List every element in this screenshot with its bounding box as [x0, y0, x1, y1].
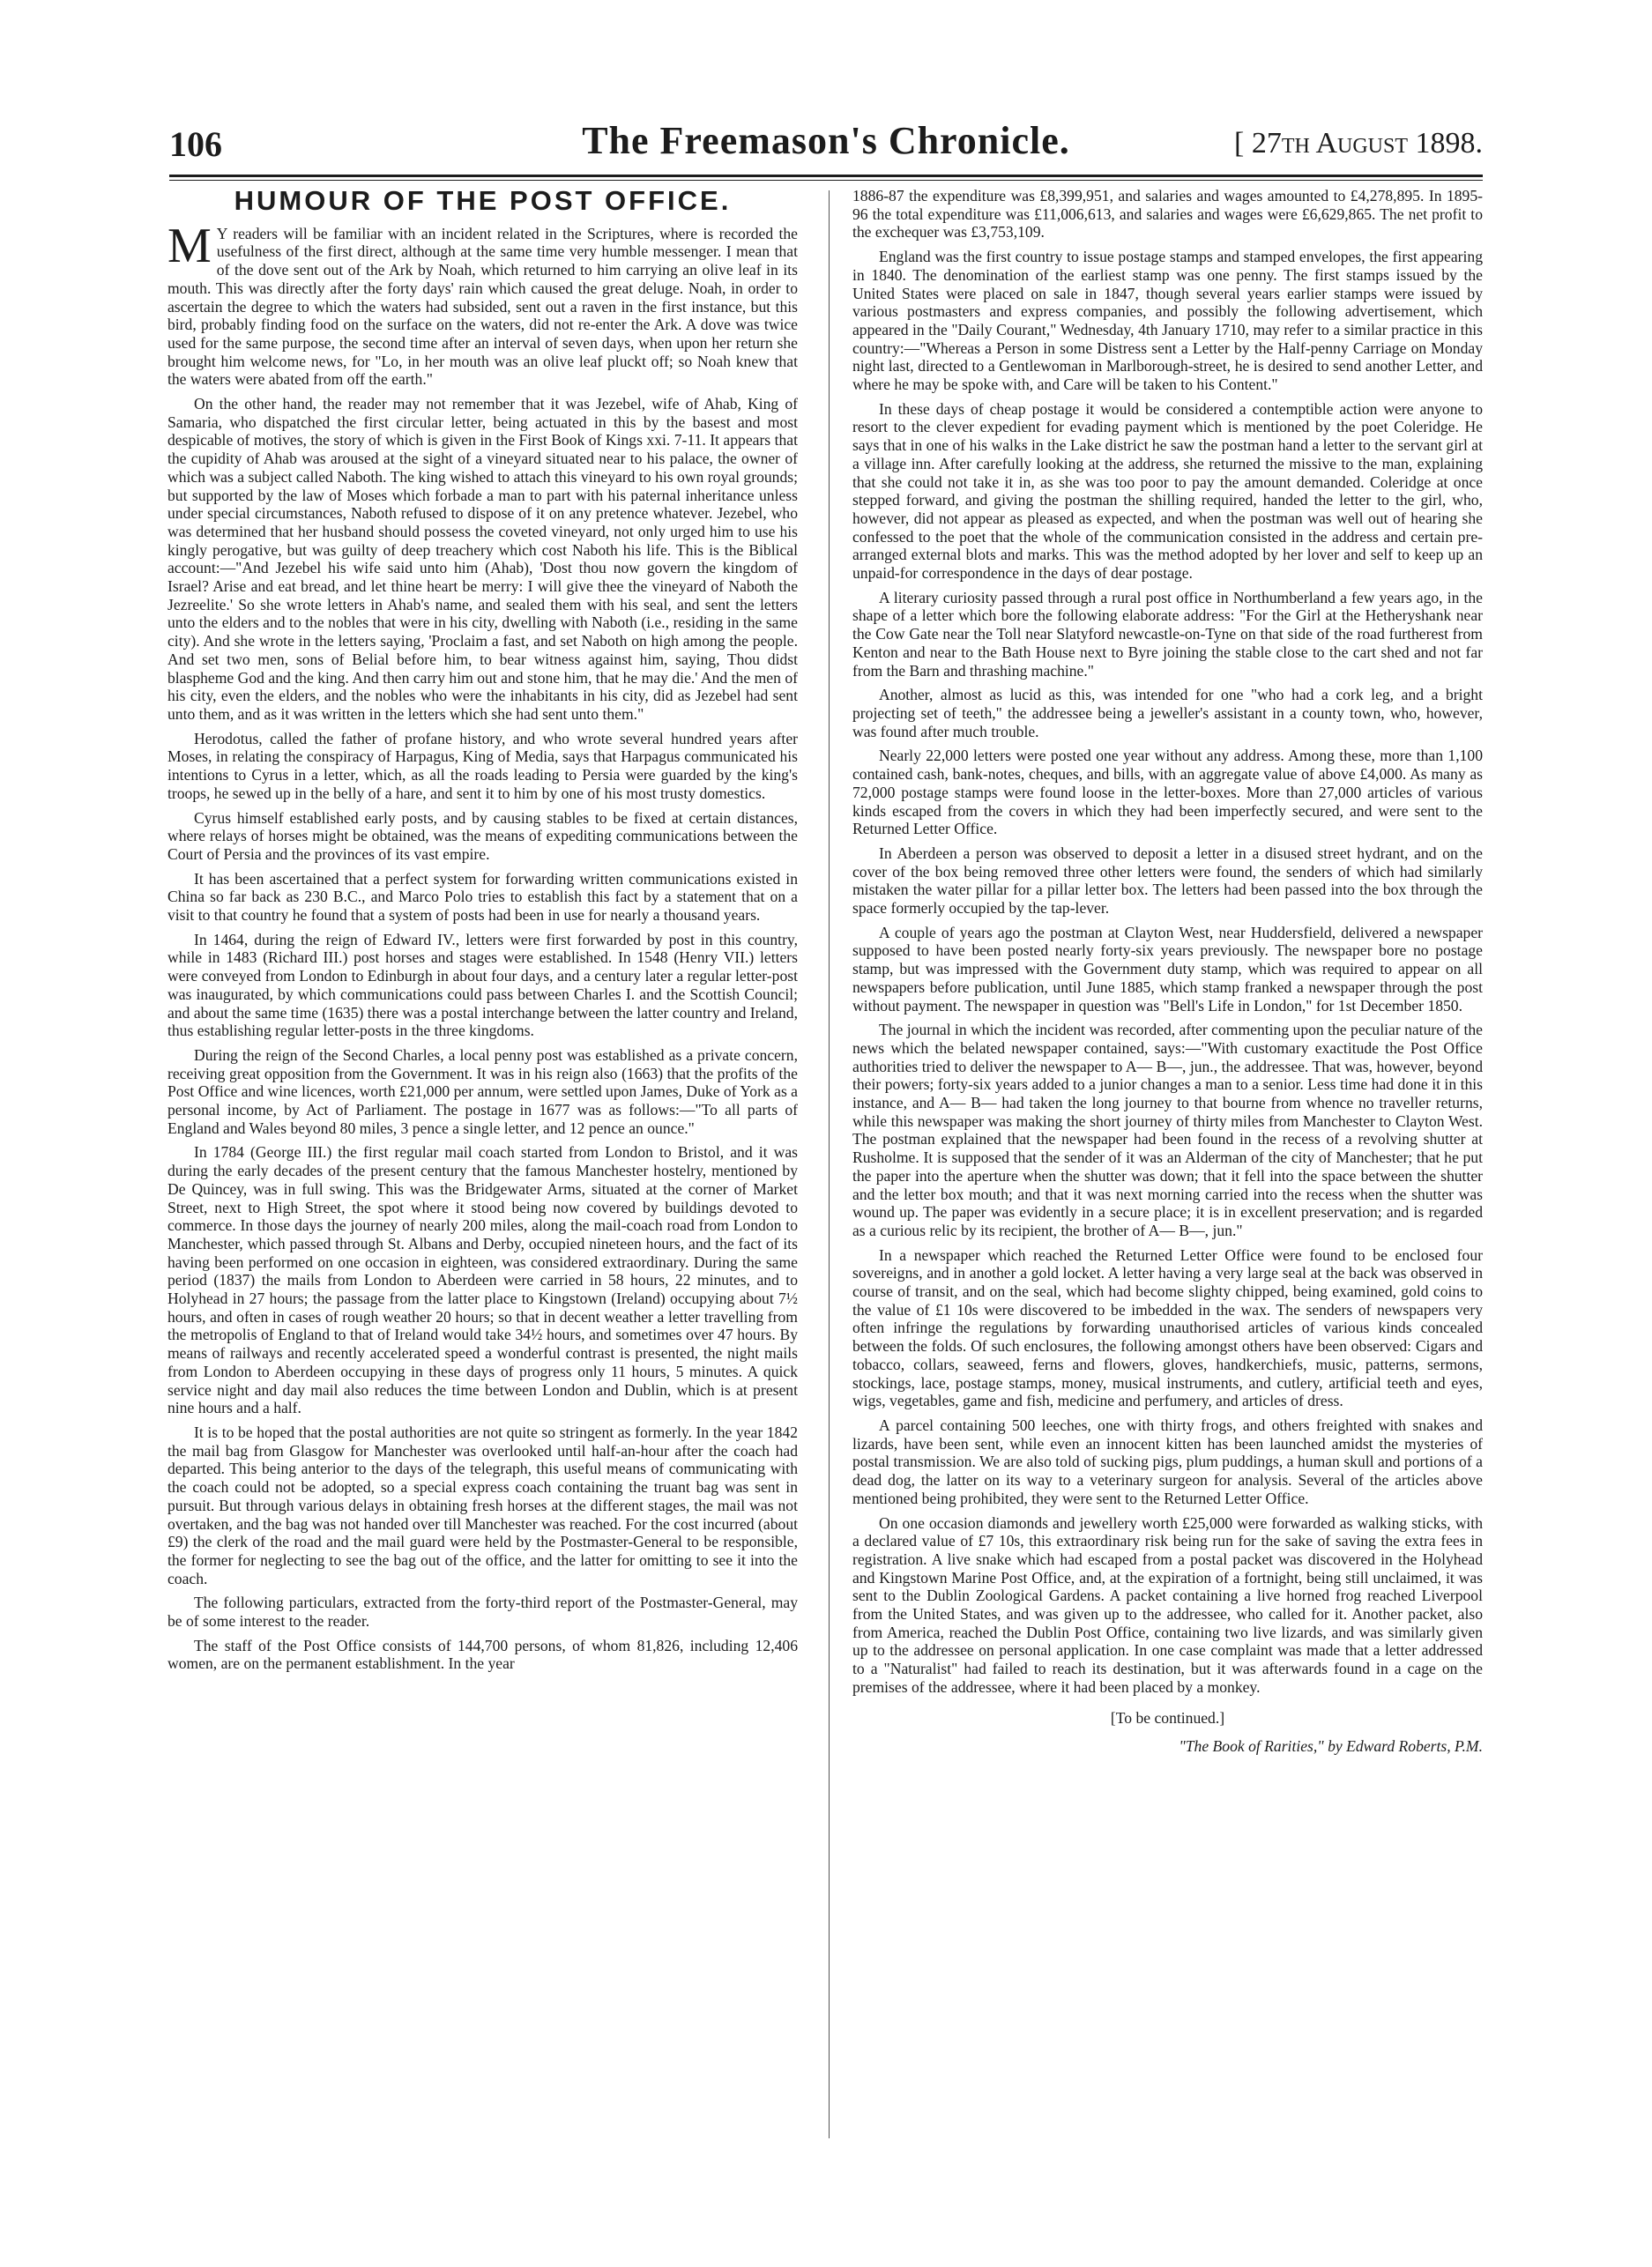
right-column [852, 187, 1483, 1762]
to-be-continued: [To be continued.] [1110, 1708, 1225, 1727]
left-column [167, 187, 798, 1679]
column-divider [829, 190, 830, 2138]
paragraph: England was the first country to issue postage stamps and stamped envelopes, the first appearing in 1840. The denomination of the earliest stamp was one penny. The first stamps issued by the United States were placed on sale in 1847, though several years earlier stamps were issued by various postmasters and express companies, and possibly the following advertisement, which appeared in the "Daily Courant," Wednesday, 4th January 1710, may refer to a similar practice in this country:—"Whereas a Person in some Distress sent a Letter by the Half-penny Carriage on Monday night last, directed to a Gentlewoman in Marlborough-street, he is desired to send another Letter, and where he may be spoke with, and Care will be taken to his Content." [852, 248, 1483, 394]
paragraph: It is to be hoped that the postal authorities are not quite so stringent as formerly. In the year 1842 the mail bag from Glasgow for Manchester was overlooked until half-an-hour after the coach had departed. This being anterior to the days of the telegraph, this useful means of communicating with the coach could not be adopted, so a special express coach containing the truant bag was sent in pursuit. But through various delays in obtaining fresh horses at the different stages, the mail was not overtaken, and the bag was not handed over till Manchester was reached. For the cost incurred (about £9) the clerk of the road and the mail guard were held by the Postmaster-General to be responsible, the former for neglecting to see the bag out of the office, and the latter for omitting to see it into the coach. [167, 1423, 798, 1587]
page-number: 106 [169, 124, 222, 164]
paragraph: In 1464, during the reign of Edward IV., letters were first forwarded by post in this country, while in 1483 (Richard III.) post horses and stages were established. In 1548 (Henry VII.) letters were conveyed from London to Edinburgh in about four days, and a century later a regular letter-post was inaugurated, by which communications could pass between Charles I. and the Scottish Council; and about the same time (1635) there was a postal interchange between the latter country and Ireland, thus establishing regular letter-posts in the three kingdoms. [167, 930, 798, 1040]
issue-date: [ 27th August 1898. [1234, 127, 1483, 160]
paragraph: The journal in which the incident was recorded, after commenting upon the peculiar nature of the news which the belated newspaper contained, says:—"With customary exactitude the Post Office authorities tried to deliver the newspaper to A— B—, jun., the addressee. That was, however, beyond their powers; forty-six years added to a junior changes a man to a senior. Less time had done it in this instance, and A— B— had taken the long journey to that bourne from whence no traveller returns, while this newspaper was making the short journey of thirty miles from Manchester to Clayton West. The postman explained that the newspaper had been found in the recess of a revolving shutter at Rusholme. It is supposed that the sender of it was an Alderman of the city of Manchester; that he put the paper into the aperture when the shutter was down; that it fell into the space between the shutter and the letter box mouth; and that it was next morning carried into the recess when the shutter was wound up. The paper was evidently in a secure place; it is in excellent preservation; and is regarded as a curious relic by its recipient, the brother of A— B—, jun." [852, 1021, 1483, 1239]
paragraph: A couple of years ago the postman at Clayton West, near Huddersfield, delivered a newspaper supposed to have been posted nearly forty-six years previously. The newspaper bore no postage stamp, but was impressed with the Government duty stamp, which was required to appear on all newspapers before publication, until June 1885, which stamp franked a newspaper through the post without payment. The newspaper in question was "Bell's Life in London," for 1st December 1850. [852, 923, 1483, 1015]
paragraph: The staff of the Post Office consists of 144,700 persons, of whom 81,826, including 12,406 women, are on the permanent establishment. In the year [167, 1636, 798, 1673]
paragraph: In Aberdeen a person was observed to deposit a letter in a disused street hydrant, and on the cover of the box being removed three other letters were found, the senders of which had similarly mistaken the water pillar for a pillar letter box. The letters had been passed into the box through the space formerly occupied by the tap-lever. [852, 844, 1483, 918]
paragraph: 1886-87 the expenditure was £8,399,951, and salaries and wages amounted to £4,278,895. In 1895-96 the total expenditure was £11,006,613, and salaries and wages were £6,629,865. The net profit to the exchequer was £3,753,109. [852, 187, 1483, 242]
paragraph: In 1784 (George III.) the first regular mail coach started from London to Bristol, and it was during the early decades of the present century that the famous Manchester hostelry, mentioned by De Quincey, was in full swing. This was the Bridgewater Arms, situated at the corner of Market Street, next to High Street, the spot where it stood being now covered by buildings devoted to commerce. In those days the journey of nearly 200 miles, along the mail-coach road from London to Manchester, which passed through St. Albans and Derby, occupied nineteen hours, and the fact of its having been performed on one occasion in eighteen, was considered extraordinary. During the same period (1837) the mails from London to Aberdeen were carried in 58 hours, 22 minutes, and to Holyhead in 27 hours; the passage from the latter place to Kingstown (Ireland) occupying about 7½ hours, and often in cases of rough weather 20 hours; so that in decent weather a letter travelling from the metropolis of England to that of Ireland would take 34½ hours, and sometimes over 47 hours. By means of railways and recently accelerated speed a wonderful contrast is presented, the night mails from London to Aberdeen occupying in these days of progress only 11 hours, 5 minutes. A quick service night and day mail also reduces the time between London and Dublin, which is at present nine hours and a half. [167, 1143, 798, 1417]
paragraph: It has been ascertained that a perfect system for forwarding written communications existed in China so far back as 230 B.C., and Marco Polo tries to establish this fact by a statement that on a visit to that country he found that a system of posts had been in use for nearly a thousand years. [167, 869, 798, 925]
article-title: HUMOUR OF THE POST OFFICE. [234, 185, 732, 216]
paragraph: A literary curiosity passed through a rural post office in Northumberland a few years ago, in the shape of a letter which bore the following elaborate address: "For the Girl at the Hetheryshank near the Cow Gate near the Toll near Slatyford newcastle-on-Tyne on that side of the road furtherest from Kenton and near to the Bath House next to Byre joining the stable close to the cart shed and not far from the Barn and thrashing machine." [852, 588, 1483, 680]
newspaper-title: The Freemason's Chronicle. [582, 119, 1070, 162]
paragraph: A parcel containing 500 leeches, one with thirty frogs, and others freighted with snakes and lizards, have been sent, while even an innocent kitten has been launched amidst the mysteries of postal transmission. We are also told of sucking pigs, plum puddings, a human skull and portions of a dead dog, the latter on its way to a veterinary surgeon for analysis. Several of the articles above mentioned being prohibited, they were sent to the Returned Letter Office. [852, 1416, 1483, 1507]
paragraph: On the other hand, the reader may not remember that it was Jezebel, wife of Ahab, King of Samaria, who dispatched the first circular letter, being actuated in this by the basest and most despicable of motives, the story of which is given in the First Book of Kings xxi. 7-11. It appears that the cupidity of Ahab was aroused at the sight of a vineyard situated near to his palace, the owner of which was a subject called Naboth. The king wished to attach this vineyard to his own royal grounds; but supported by the law of Moses which forbade a man to part with his paternal inheritance unless under special circumstances, Naboth refused to dispose of it on any pretence whatever. Jezebel, who was determined that her husband should possess the coveted vineyard, not only urged him to use his kingly perogative, but was guilty of deep treachery which cost Naboth his life. This is the Biblical account:—"And Jezebel his wife said unto him (Ahab), 'Dost thou now govern the kingdom of Israel? Arise and eat bread, and let thine heart be merry: I will give thee the vineyard of Naboth the Jezreelite.' So she wrote letters in Ahab's name, and sealed them with his seal, and sent the letters unto the elders and to the nobles that were in his city, dwelling with Naboth (i.e., residing in the same city). And she wrote in the letters saying, 'Proclaim a fast, and set Naboth on high among the people. And set two men, sons of Belial before him, to bear witness against him, saying, Thou didst blaspheme God and the king. And then carry him out and stone him, that he may die.' And the men of his city, even the elders, and the nobles who were the inhabitants in his city, did as Jezebel had sent unto them, and as it was written in the letters which she had sent unto them." [167, 395, 798, 723]
paragraph: Nearly 22,000 letters were posted one year without any address. Among these, more than 1,100 contained cash, bank-notes, cheques, and bills, with an aggregate value of above £4,000. As many as 72,000 postage stamps were found loose in the letter-boxes. More than 27,000 articles of various kinds escaped from the covers in which they had been imperfectly secured, and were sent to the Returned Letter Office. [852, 747, 1483, 838]
masthead [169, 119, 1483, 173]
paragraph: In a newspaper which reached the Returned Letter Office were found to be enclosed four sovereigns, and in another a gold locket. A letter having a very large seal at the back was observed in course of transit, and on the seal, which had become slighty chipped, being examined, gold coins to the value of £1 10s were discovered to be imbedded in the wax. The senders of newspapers very often infringe the regulations by forwarding unauthorised articles of various kinds concealed between the folds. Of such enclosures, the following amongst others have been observed: Cigars and tobacco, collars, seaweed, ferns and flowers, gloves, handkerchiefs, music, patterns, sermons, stockings, lace, postage stamps, money, musical instruments, and cutlery, artificial teeth and eyes, wigs, vegetables, game and fish, medicine and perfumery, and articles of dress. [852, 1245, 1483, 1410]
paragraph: On one occasion diamonds and jewellery worth £25,000 were forwarded as walking sticks, with a declared value of £7 10s, this extraordinary risk being run for the sake of saving the extra fees in registration. A live snake which had escaped from a postal packet was discovered in the Holyhead and Kingstown Marine Post Office, and, at the expiration of a fortnight, being still unclaimed, it was sent to the Dublin Zoological Gardens. A packet containing a live horned frog reached Liverpool from the United States, and was given up to the addressee, who called for it. Another packet, also from America, reached the Dublin Post Office, containing two live lizards, and was similarly given up to the addressee on personal application. In one case complaint was made that a letter addressed to a "Naturalist" had failed to reach its destination, but it was afterwards found in a cage on the premises of the addressee, where it had been placed by a monkey. [852, 1513, 1483, 1696]
header-rule-thin [169, 180, 1483, 181]
paragraph: The following particulars, extracted from the forty-third report of the Postmaster-General, may be of some interest to the reader. [167, 1594, 798, 1631]
paragraph: Another, almost as lucid as this, was intended for one "who had a cork leg, and a bright projecting set of teeth," the addressee being a jeweller's assistant in a county town, who, however, was found after much trouble. [852, 686, 1483, 740]
drop-cap: M [167, 218, 212, 273]
paragraph: Herodotus, called the father of profane history, and who wrote several hundred years after Moses, in relating the conspiracy of Harpagus, King of Media, says that Harpagus communicated his intentions to Cyrus in a letter, which, as all the roads leading to Persia were guarded by the king's troops, he sewed up in the belly of a hare, and sent it to him by one of his most trusty domestics. [167, 729, 798, 802]
header-rule [169, 175, 1483, 177]
paragraph [167, 218, 798, 389]
paragraph: During the reign of the Second Charles, a local penny post was established as a private concern, receiving great opposition from the Government. It was in his reign also (1663) that the profits of the Post Office and wine licences, worth £21,000 per annum, were settled upon James, Duke of York as a personal income, by Act of Parliament. The postage in 1677 was as follows:—"To all parts of England and Wales beyond 80 miles, 3 pence a single letter, and 12 pence an ounce." [167, 1045, 798, 1137]
paragraph-text: Y readers will be familiar with an incident related in the Scriptures, where is recorded the usefulness of the first direct, although at the same time very humble messenger. I mean that of the dove sent out of the Ark by Noah, which returned to him carrying an olive leaf in its mouth. This was directly after the forty days' rain which caused the great deluge. Noah, in order to ascertain the degree to which the waters had subsided, sent out a raven in the first instance, but this bird, probably finding food on the surface on the waters, did not re-enter the Ark. A dove was twice used for the same purpose, the second time after an interval of seven days, when upon her return she brought him welcome news, for "Lo, in her mouth was an olive leaf pluckt off; so Noah knew that the waters were abated from off the earth." [167, 224, 798, 389]
paragraph: In these days of cheap postage it would be considered a contemptible action were anyone to resort to the clever expedient for evading payment which is mentioned by the poet Coleridge. He says that in one of his walks in the Lake district he saw the postman hand a letter to the servant girl at a village inn. After carefully looking at the address, she returned the missive to the man, explaining that she could not take it in, as she was too poor to pay the amount demanded. Coleridge at once stepped forward, and giving the postman the shilling required, handed the letter to the girl, who, however, did not appear as pleased as expected, and when the postman was well out of hearing she confessed to the poet that the whole of the communication consisted in the address and certain pre-arranged external blots and marks. This was the method adopted by her lover and self to keep up an unpaid-for correspondence in the days of dear postage. [852, 399, 1483, 583]
paragraph: Cyrus himself established early posts, and by causing stables to be fixed at certain distances, where relays of horses might be obtained, was the means of expediting communications between the Court of Persia and the provinces of its vast empire. [167, 808, 798, 863]
source-attribution: "The Book of Rarities," by Edward Roberts, P.M. [1179, 1737, 1483, 1756]
